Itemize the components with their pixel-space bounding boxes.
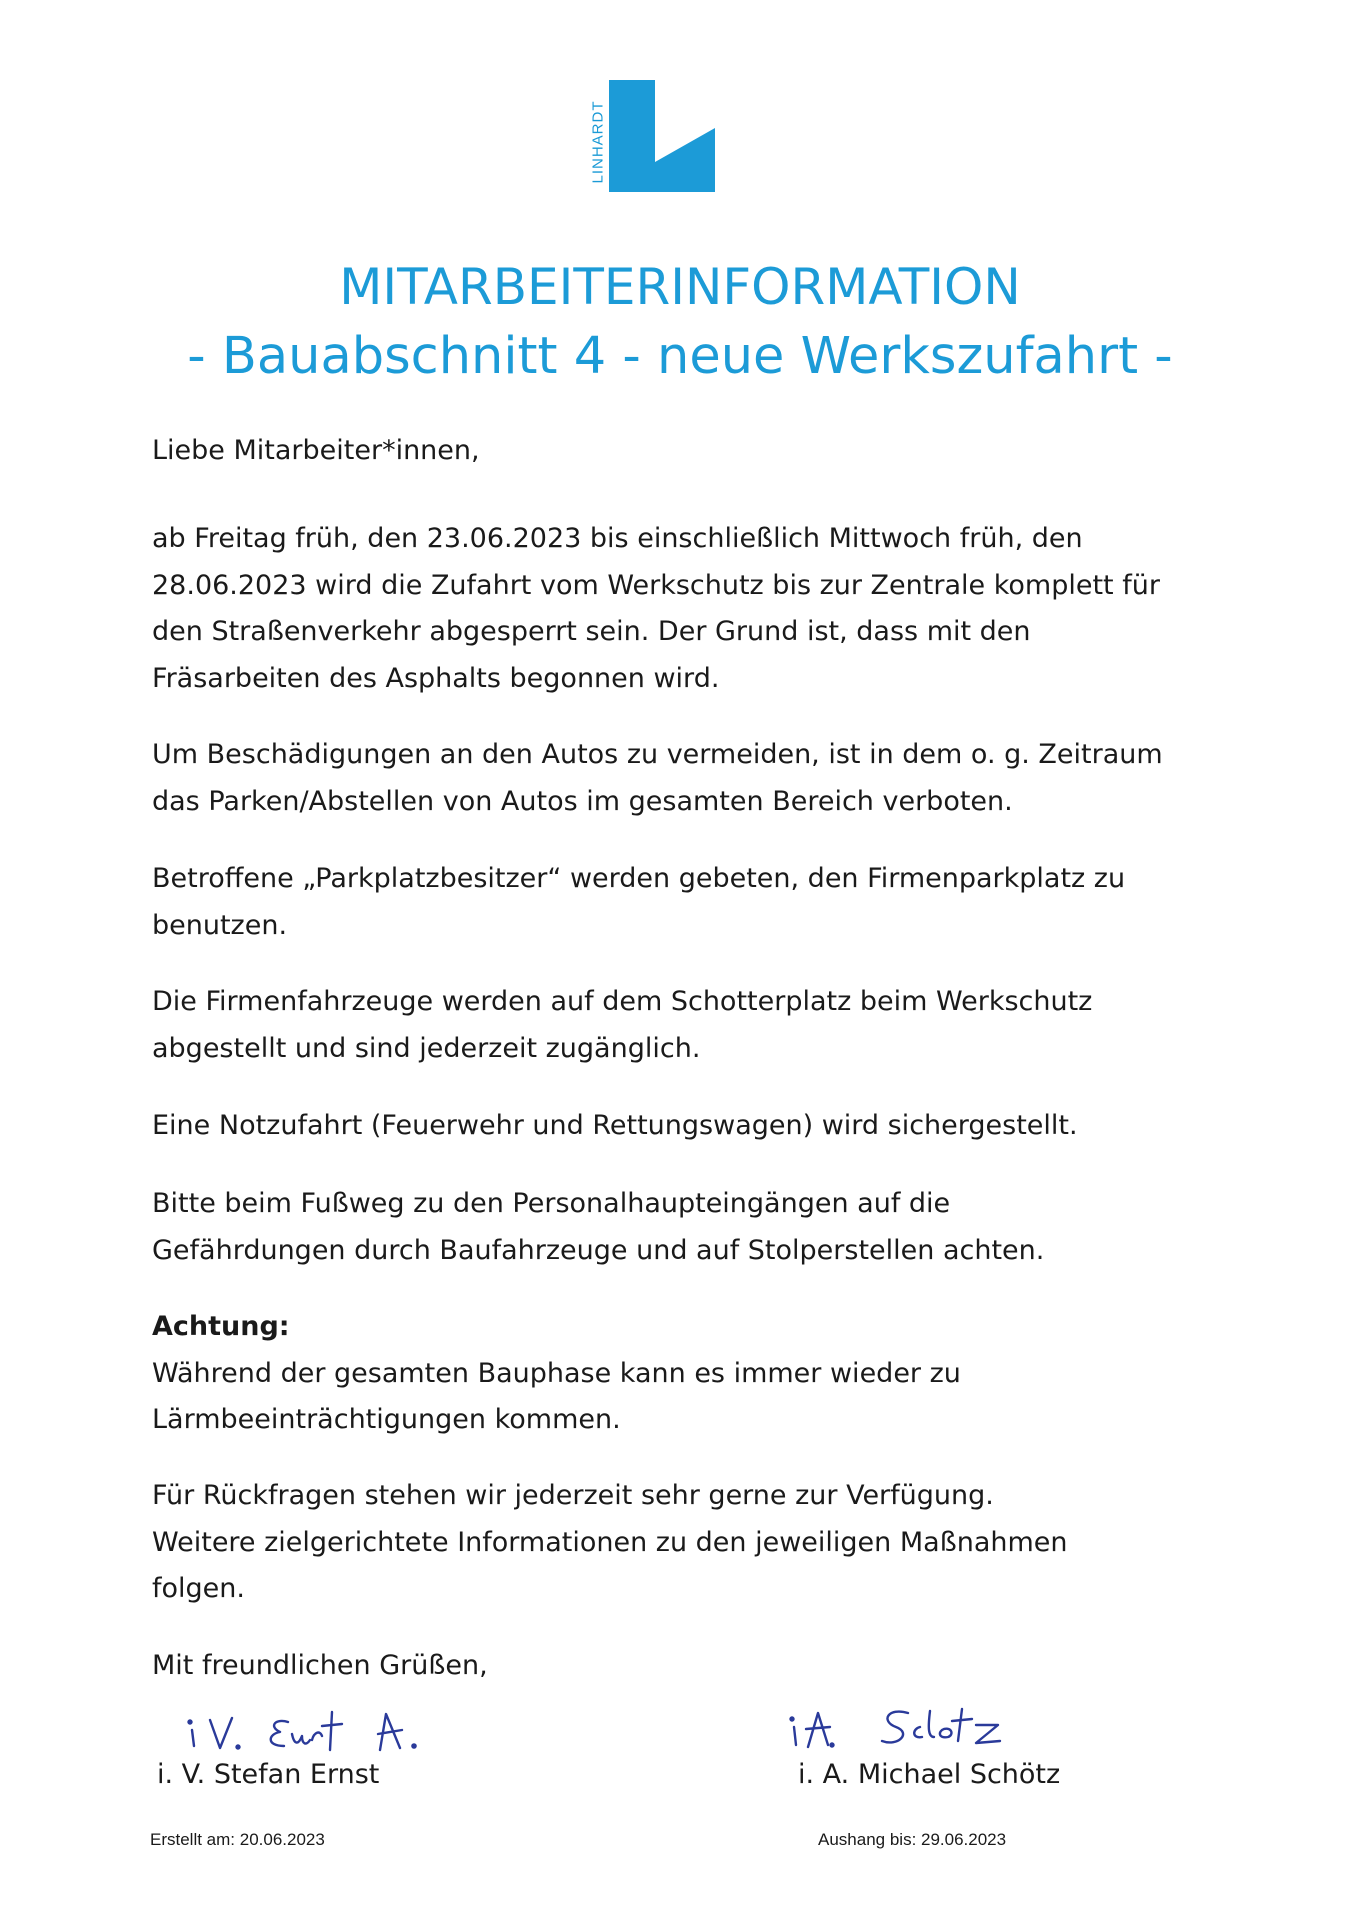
- paragraph-parking-ban: [152, 732, 1232, 825]
- salutation: Liebe Mitarbeiter*innen,: [152, 435, 480, 466]
- text-line: Eine Notzufahrt (Feuerwehr und Rettungswagen) wird sichergestellt.: [152, 1110, 1078, 1141]
- paragraph-attention: [152, 1304, 1232, 1444]
- document-subtitle: - Bauabschnitt 4 - neue Werkszufahrt -: [187, 327, 1173, 386]
- text-line: abgestellt und sind jederzeit zugänglich.: [152, 1032, 701, 1064]
- text-line: Die Firmenfahrzeuge werden auf dem Schotterplatz beim Werkschutz: [152, 986, 1093, 1017]
- text-line: Lärmbeeinträchtigungen kommen.: [152, 1404, 621, 1435]
- text-line: Um Beschädigungen an den Autos zu vermeiden, ist in dem o. g. Zeitraum: [152, 739, 1163, 770]
- logo-wordmark: LINHARDT: [589, 100, 607, 184]
- text-line: Gefährdungen durch Baufahrzeuge und auf Stolperstellen achten.: [152, 1234, 1045, 1266]
- text-line: Weitere zielgerichtete Informationen zu den jeweiligen Maßnahmen: [152, 1526, 1068, 1558]
- paragraph-company-vehicles: [152, 979, 1232, 1072]
- text-line: Für Rückfragen stehen wir jederzeit sehr gerne zur Verfügung.: [152, 1480, 994, 1511]
- signer-name-left: i. V. Stefan Ernst: [157, 1759, 380, 1790]
- paragraph-parking-owners: [152, 856, 1232, 949]
- text-line: benutzen.: [152, 909, 288, 941]
- text-line: Fräsarbeiten des Asphalts begonnen wird.: [152, 662, 720, 694]
- text-line: Während der gesamten Bauphase kann es immer wieder zu: [152, 1357, 961, 1389]
- signature-left: [180, 1700, 470, 1760]
- posted-until-date: Aushang bis: 29.06.2023: [818, 1830, 1007, 1849]
- paragraph-closure-dates: [152, 516, 1232, 702]
- closing: Mit freundlichen Grüßen,: [152, 1650, 488, 1681]
- paragraph-questions: [152, 1473, 1232, 1613]
- created-date: Erstellt am: 20.06.2023: [150, 1830, 325, 1849]
- text-line: Bitte beim Fußweg zu den Personalhaupteingängen auf die: [152, 1188, 951, 1219]
- text-line: folgen.: [152, 1573, 245, 1604]
- text-line: den Straßenverkehr abgesperrt sein. Der Grund ist, dass mit den: [152, 616, 1031, 647]
- text-line: 28.06.2023 wird die Zufahrt vom Werkschutz bis zur Zentrale komplett für: [152, 569, 1160, 601]
- text-line: ab Freitag früh, den 23.06.2023 bis einschließlich Mittwoch früh, den: [152, 523, 1083, 554]
- paragraph-footpath: [152, 1181, 1232, 1274]
- signer-name-right: i. A. Michael Schötz: [798, 1759, 1061, 1790]
- paragraph-emergency-access: [152, 1103, 1232, 1150]
- attention-heading: Achtung:: [152, 1311, 290, 1342]
- text-line: das Parken/Abstellen von Autos im gesamten Bereich verboten.: [152, 785, 1013, 817]
- signature-right: [788, 1697, 1028, 1759]
- text-line: Betroffene „Parkplatzbesitzer“ werden gebeten, den Firmenparkplatz zu: [152, 863, 1126, 894]
- document-title: MITARBEITERINFORMATION: [339, 258, 1021, 316]
